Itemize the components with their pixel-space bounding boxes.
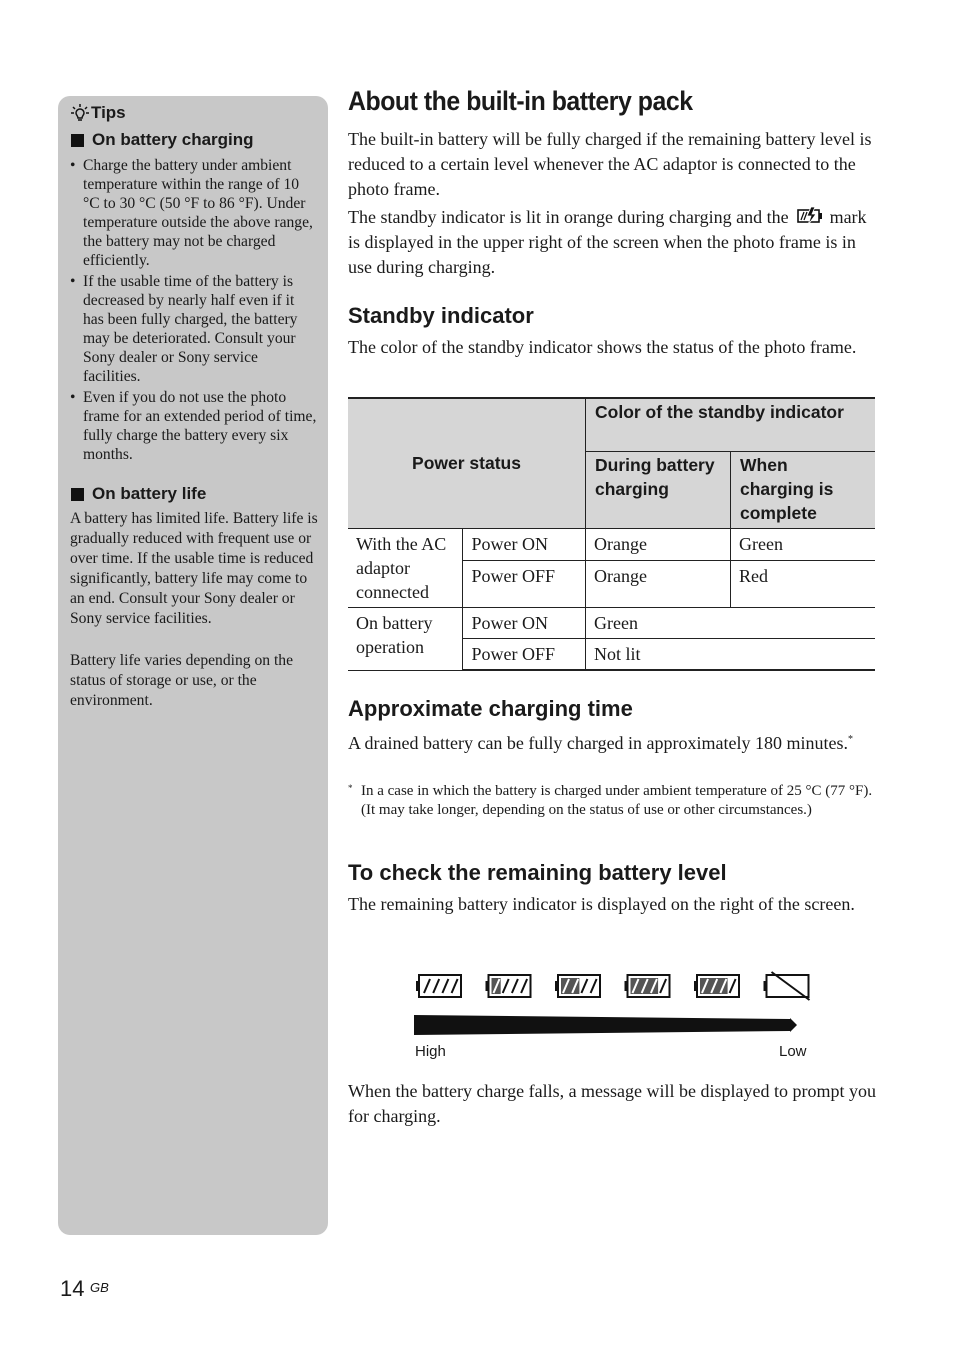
battery-icon [555,975,600,997]
table-cell: With the AC adaptor connected [348,529,463,608]
tips-heading [70,103,126,123]
battery-icon [625,975,670,997]
label-high: High [415,1043,446,1060]
list-item: • Even if you do not use the photo frame for an extended period of time, fully charge the battery every six months. [70,388,318,464]
charging-subheading: On battery charging [71,130,254,150]
table-cell: Green [586,608,876,639]
charging-tips-list [70,156,318,466]
level-arrow [414,1015,797,1035]
footnote-marker: * [348,783,353,793]
battery-icon [694,975,739,997]
table-cell: Power OFF [463,561,586,608]
footnote-reference: * [848,734,854,745]
standby-paragraph: The color of the standby indicator shows the status of the photo frame. [348,337,857,357]
section-heading-standby: Standby indicator [348,303,534,328]
section-heading-charging-time: Approximate charging time [348,696,633,721]
table-cell: Orange [586,529,731,561]
list-item: • If the usable time of the battery is decreased by nearly half even if it has been fully charged, the battery may be deteriorated. Consult your Sony dealer or Sony service facilities. [70,272,318,386]
life-paragraph: A battery has limited life. Battery life is gradually reduced with frequent use or over time. If the usable time is reduced significantly, battery life may come to an end. Consult your Sony dealer or Sony service facilities. [70,510,318,627]
table-row [348,529,875,561]
battery-icon [416,975,461,997]
charging-time-paragraph: A drained battery can be fully charged in approximately 180 minutes.* [348,733,854,753]
closing-paragraph: When the battery charge falls, a message will be displayed to prompt you for charging. [348,1081,877,1126]
table-row [348,608,875,639]
battery-icon [764,972,810,1000]
battery-level-diagram [405,965,825,1075]
footnote: * In a case in which the battery is charged under ambient temperature of 25 °C (77 °F). (It may take longer, depending on the status of use or other circumstances.) [348,782,878,820]
table-cell: Red [731,561,876,608]
battery-icon [486,975,531,997]
square-bullet-icon [71,488,84,501]
table-cell: Power ON [463,608,586,639]
page-number: 14 [60,1276,85,1301]
page-title: About the built-in battery pack [348,86,693,116]
charging-mark-icon [797,207,823,225]
table-header: Color of the standby indicator [586,398,876,452]
remaining-paragraph: The remaining battery indicator is displayed on the right of the screen. [348,894,855,914]
tips-label: Tips [91,103,126,122]
table-header: When charging is complete [731,452,876,529]
label-low: Low [779,1043,807,1060]
section-heading-remaining: To check the remaining battery level [348,860,727,885]
table-cell: On battery operation [348,608,463,671]
standby-indicator-table [348,397,875,671]
life-paragraph: Battery life varies depending on the status of storage or use, or the environment. [70,652,294,709]
square-bullet-icon [71,134,84,147]
table-cell: Power ON [463,529,586,561]
life-subheading: On battery life [71,484,206,504]
intro-paragraph: The built-in battery will be fully charged if the remaining battery level is reduced to a certain level whenever the AC adaptor is connected to the photo frame. [348,129,872,199]
table-cell: Orange [586,561,731,608]
table-cell: Green [731,529,876,561]
page-language: GB [90,1280,109,1295]
lightbulb-icon [70,103,90,123]
table-header: Power status [348,398,586,529]
table-cell: Power OFF [463,639,586,671]
table-header: During battery charging [586,452,731,529]
table-cell: Not lit [586,639,876,671]
list-item: • Charge the battery under ambient temperature within the range of 10 °C to 30 °C (50 °F to 86 °F). Under temperature outside the above range, the battery may not be charged efficiently. [70,156,318,270]
intro-paragraph-charging-mark: The standby indicator is lit in orange during charging and the mark is displayed in the upper right of the screen when the photo frame is in use during charging. [348,207,867,277]
